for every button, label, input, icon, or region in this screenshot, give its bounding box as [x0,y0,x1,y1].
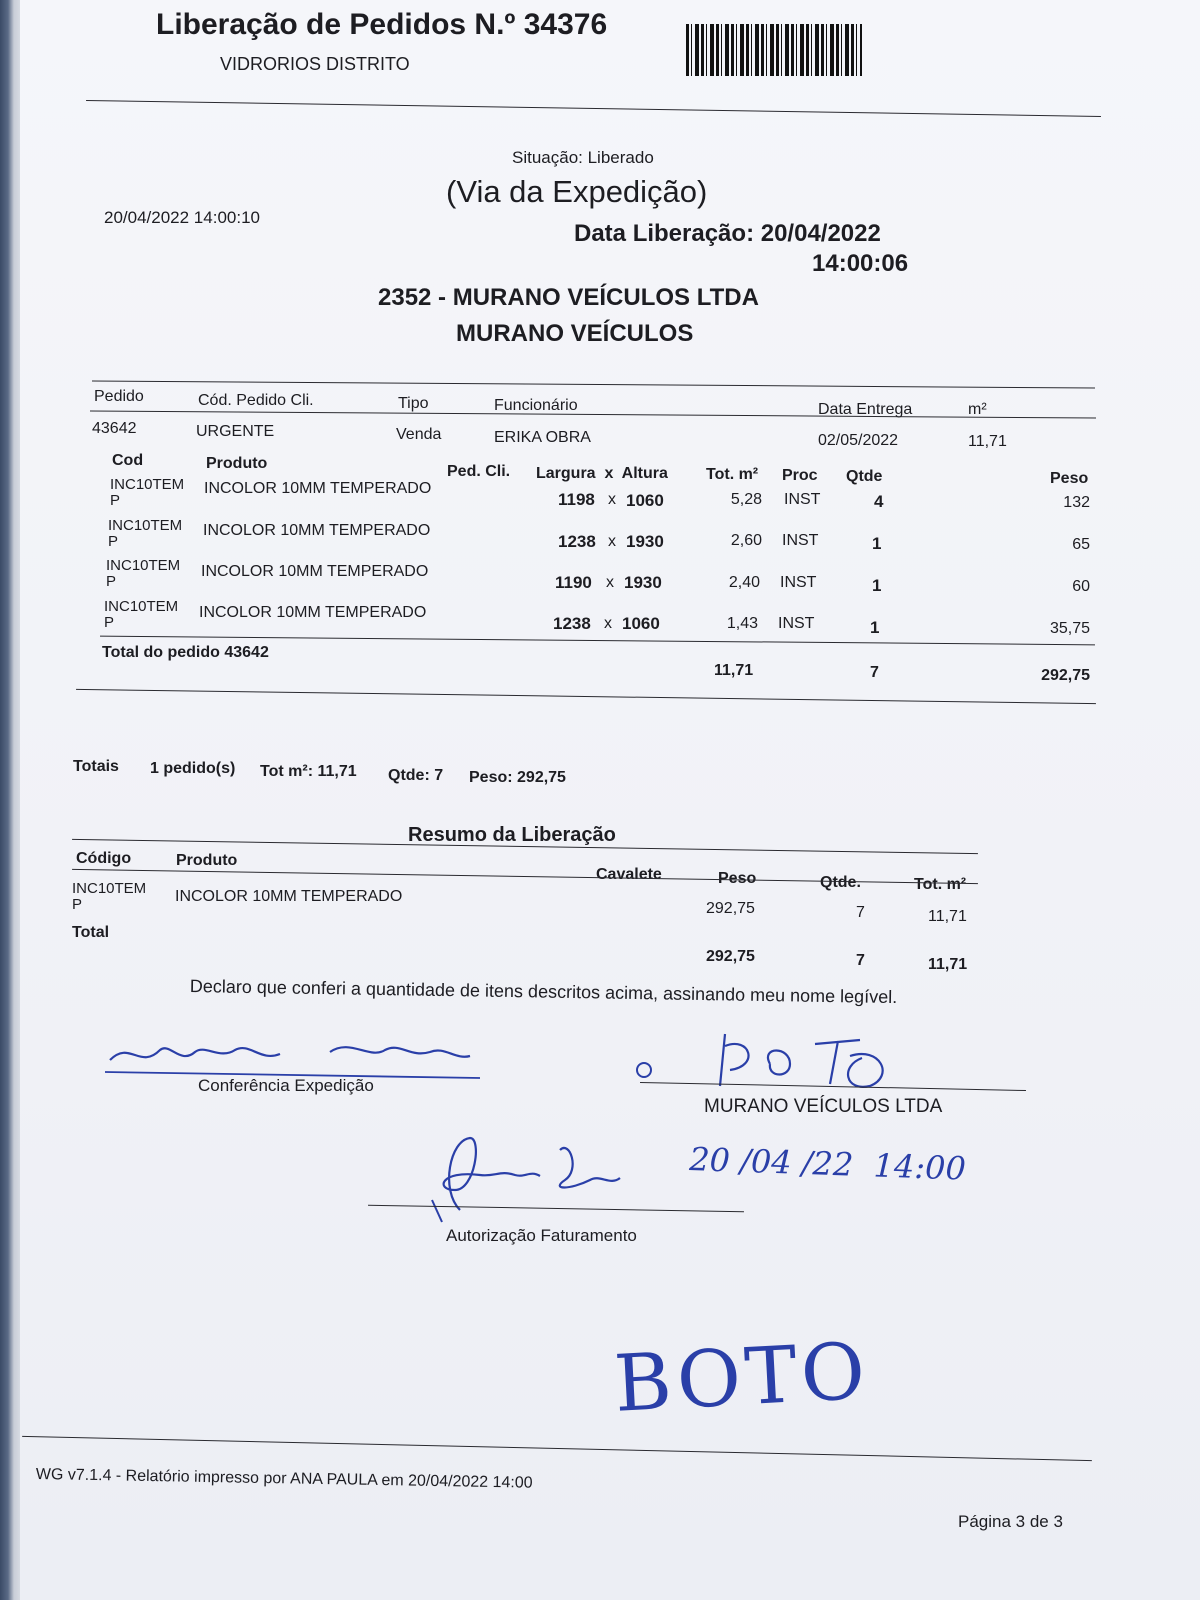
declaration-text: Declaro que conferi a quantidade de itens descritos acima, assinando meu nome legível. [189,976,898,1008]
order-total-label: Total do pedido 43642 [102,644,269,661]
summary-col-produto: Produto [176,852,238,869]
item-largura: 1198 [558,490,595,509]
col-data-entrega: Data Entrega [818,401,913,418]
col-m2: m² [968,401,987,418]
col-dimensions: Largura x Altura [536,465,668,482]
col-proc: Proc [782,467,818,484]
summary-col-tot-m2: Tot. m² [914,876,967,893]
item-proc: INST [784,491,821,508]
item-peso: 35,75 [1049,620,1090,637]
summary-col-qtde: Qtde. [820,874,861,891]
item-produto: INCOLOR 10MM TEMPERADO [201,563,429,580]
order-number: 43642 [92,420,137,437]
col-cod: Cod [112,452,144,469]
item-cod: INC10TEM P [106,557,181,590]
item-proc: INST [778,615,815,632]
client-handwritten-date: 20 /04 /22 14:00 [688,1140,967,1188]
item-produto: INCOLOR 10MM TEMPERADO [203,522,431,539]
col-pedido: Pedido [94,388,144,405]
barcode [686,24,862,76]
item-largura: 1238 [558,532,596,551]
order-total-qtde: 7 [870,664,879,681]
item-tot-m2: 1,43 [726,615,758,632]
item-altura: 1060 [626,491,664,510]
summary-produto: INCOLOR 10MM TEMPERADO [175,888,403,905]
col-peso: Peso [1050,470,1089,487]
item-qtde: 1 [872,576,882,595]
col-ped-cli: Ped. Cli. [447,463,511,480]
item-qtde: 4 [874,492,884,511]
col-qtde: Qtde [846,468,883,485]
page-title: Liberação de Pedidos N.º 34376 [156,8,608,41]
item-dim-x: x [608,491,616,508]
item-dim-x: x [604,615,612,632]
totals-qtde: Qtde: 7 [388,767,444,784]
company-name: VIDRORIOS DISTRITO [220,54,410,74]
summary-col-codigo: Código [76,850,132,867]
summary-col-peso: Peso [718,870,757,887]
summary-peso: 292,75 [706,900,755,917]
totals-m2: Tot m²: 11,71 [260,763,357,780]
item-altura: 1930 [626,532,664,551]
summary-codigo: INC10TEM P [72,880,147,913]
item-altura: 1060 [622,614,660,633]
conferencia-label: Conferência Expedição [198,1076,374,1095]
footer-printed-by: WG v7.1.4 - Relatório impresso por ANA PAULA em 20/04/2022 14:00 [35,1466,533,1492]
summary-tot-m2: 11,71 [928,908,967,925]
totals-peso: Peso: 292,75 [469,769,566,786]
item-peso: 60 [1072,578,1090,595]
summary-qtde: 7 [856,904,865,921]
order-total-m2: 11,71 [714,662,754,679]
page-number: Página 3 de 3 [958,1512,1063,1531]
summary-total-qtde: 7 [856,952,865,969]
status-label: Situação: Liberado [512,148,654,167]
item-qtde: 1 [872,534,882,553]
col-funcionario: Funcionário [494,397,578,414]
summary-title: Resumo da Liberação [408,824,616,846]
item-produto: INCOLOR 10MM TEMPERADO [199,604,427,621]
item-peso: 65 [1072,536,1090,553]
item-proc: INST [780,574,817,591]
item-qtde: 1 [870,618,880,637]
autorizacao-label: Autorização Faturamento [446,1226,637,1245]
print-timestamp: 20/04/2022 14:00:10 [104,208,260,227]
totals-orders: 1 pedido(s) [150,760,236,777]
item-tot-m2: 2,40 [728,574,760,591]
summary-total-peso: 292,75 [706,948,755,965]
order-total-peso: 292,75 [1041,667,1090,684]
order-delivery-date: 02/05/2022 [818,432,899,449]
item-tot-m2: 5,28 [730,491,762,508]
order-type: Venda [396,426,442,443]
col-cod-pedido-cli: Cód. Pedido Cli. [198,392,314,409]
totals-label: Totais [73,758,119,775]
col-produto: Produto [206,455,268,472]
item-cod: INC10TEM P [110,476,185,509]
item-dim-x: x [606,574,614,591]
item-largura: 1190 [555,573,592,592]
item-largura: 1238 [553,614,591,633]
item-proc: INST [782,532,819,549]
order-client-code: URGENTE [196,423,275,440]
col-tot-m2: Tot. m² [706,466,759,483]
summary-total-label: Total [72,924,110,941]
order-m2: 11,71 [968,433,1007,450]
client-trade-name: MURANO VEÍCULOS [456,320,694,347]
item-cod: INC10TEM P [104,598,179,631]
client-name: 2352 - MURANO VEÍCULOS LTDA [378,284,759,311]
release-date: Data Liberação: 20/04/2022 [574,220,881,247]
item-cod: INC10TEM P [108,517,183,550]
summary-col-cavalete: Cavalete [596,866,662,883]
item-dim-x: x [608,533,616,550]
item-peso: 132 [1063,494,1090,511]
autorizacao-signature-icon [420,1130,640,1225]
col-tipo: Tipo [398,395,429,412]
client-signature-label: MURANO VEÍCULOS LTDA [704,1096,943,1117]
copy-type: (Via da Expedição) [446,174,708,209]
item-tot-m2: 2,60 [730,532,762,549]
item-produto: INCOLOR 10MM TEMPERADO [204,480,432,497]
order-employee: ERIKA OBRA [494,429,591,446]
item-altura: 1930 [624,573,662,592]
summary-total-m2: 11,71 [928,956,968,973]
handwritten-name: BOTO [612,1326,872,1430]
release-time: 14:00:06 [812,250,909,277]
